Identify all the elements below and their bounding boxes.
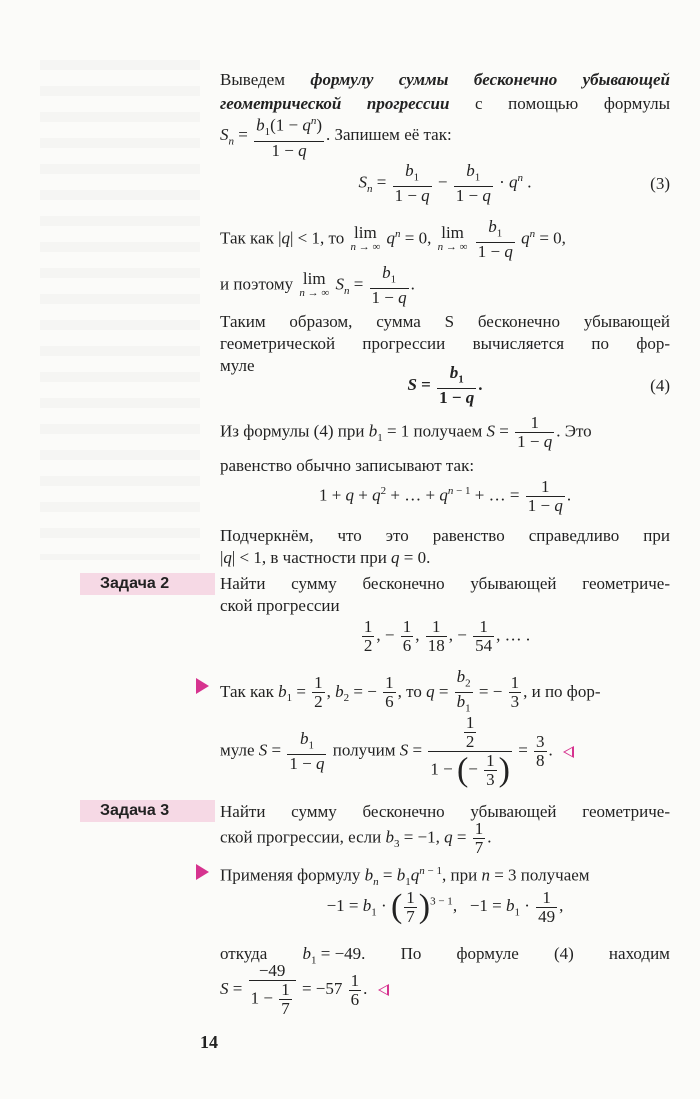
formula-4-number: (4) [650, 376, 670, 395]
page-number: 14 [200, 1032, 218, 1052]
solution-3-result: S = −49 1 − $\frac{1}{7}$ = −57 $\frac{1}{6}$ . [220, 962, 670, 1018]
task-3-line-1: Найти сумму бесконечно убывающей геометриче- [220, 802, 670, 821]
intro-line-2: геометрической прогрессии с помощью формулы [220, 94, 671, 113]
solution-2-marker-icon [196, 678, 209, 694]
task-3-label: Задача 3 [80, 800, 215, 822]
intro-line-3: $S_n$ = $\frac{b_1(1 - q^n)}{1 - q}$ . Запишем её так: [220, 112, 670, 160]
solution-2-line-2: муле S = $\frac{b_1}{1 - q}$ получим S = $\frac{1}{2}$ 1 − (− $\frac{1}{3}$ ) = $\frac{3}{8}$ . [220, 714, 670, 789]
conclusion-line-3: муле [220, 356, 255, 375]
solution-2-line-1: Так как $b_1$ = $\frac{1}{2}$ , $b_2$ = − $\frac{1}{6}$ , то q = $\frac{b_2}{b_1}$ = − $\frac{1}{3}$ , и по фор- [220, 667, 601, 715]
bleed-through-shadow [40, 60, 200, 560]
limit-line: Так как |q| < 1, то lim n → ∞ $q^n = 0$, lim n → ∞ $\frac{b_1}{1 - q}$ $q^n = 0$, [220, 217, 566, 262]
geometric-series-formula: $1 + q + q^2$ + … + $q^{n - 1}$ + … = $\frac{1}{1 - q}$ . [318, 477, 572, 515]
validity-line-2: |q| < 1, в частности при q = 0. [220, 548, 431, 567]
solution-3-marker-icon [196, 864, 209, 880]
special-case-line: Из формулы (4) при $b_1 = 1$ получаем S = $\frac{1}{1 - q}$ . Это [220, 413, 592, 451]
solution-3-line-3: откуда $b_1 = -49$. По формуле (4) находим [220, 944, 670, 967]
formula-3: $S_n$ = $\frac{b_1}{1 - q}$ − $\frac{b_1}{1 - q}$ · $q^n$ . [358, 161, 532, 206]
solution-3-line-1: Применяя формулу $b_n = b_1q^{n - 1}$, при n = 3 получаем [220, 865, 590, 889]
task-2-line-2: ской прогрессии [220, 596, 340, 615]
task-2-line-1: Найти сумму бесконечно убывающей геометриче- [220, 574, 670, 593]
validity-line-1: Подчеркнём, что это равенство справедливо при [220, 526, 670, 545]
task-3-line-2: ской прогрессии, если $b_3 = -1$, q = $\frac{1}{7}$ . [220, 819, 492, 857]
task-2-label: Задача 2 [80, 573, 215, 595]
formula-3-number: (3) [650, 174, 670, 193]
conclusion-line-1: Таким образом, сумма S бесконечно убывающей [220, 312, 670, 331]
limit-sum-line: и поэтому lim n → ∞ $S_n$ = $\frac{b_1}{1 - q}$ . [220, 263, 415, 308]
conclusion-line-2: геометрической прогрессии вычисляется по фор- [220, 334, 670, 353]
solution-3-end-icon [378, 984, 389, 996]
special-case-line-2: равенство обычно записывают так: [220, 456, 475, 475]
formula-4: S = $\frac{b_1}{1 - q}$ . [407, 363, 483, 408]
solution-3-equation: $-1 = b_1$ · ( $\frac{1}{7}$ )$^{3 - 1}$, $-1 = b_1$ · $\frac{1}{49}$ , [326, 887, 564, 926]
solution-2-end-icon [563, 746, 574, 758]
task-2-sequence: $\frac{1}{2}$ , − $\frac{1}{6}$ , $\frac{1}{18}$ , − $\frac{1}{54}$ , … . [363, 617, 531, 655]
intro-line-1: Выведем формулу суммы бесконечно убывающей [220, 70, 670, 89]
